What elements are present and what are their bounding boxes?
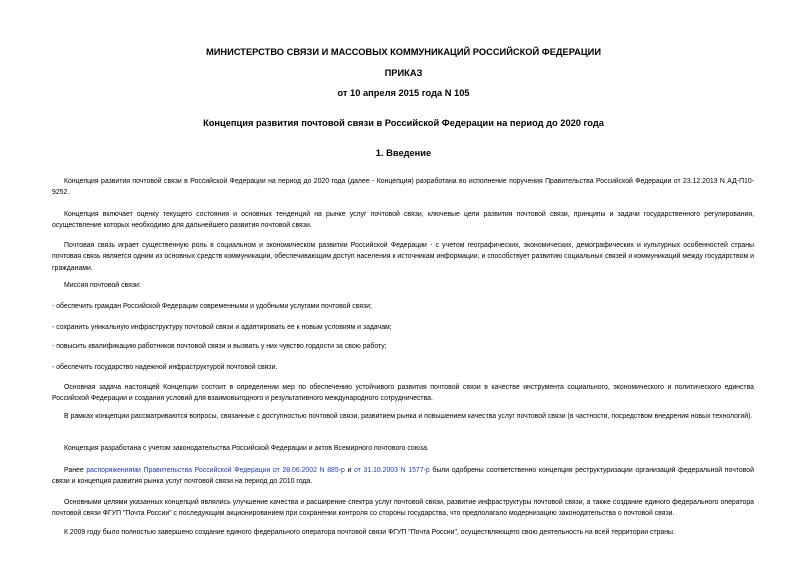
decree-link-2002[interactable]: распоряжениями Правительства Российской Федерации от 28.06.2002 N 885-р [86, 467, 345, 474]
paragraph-6: Концепция разработана с учетом законодательства Российской Федерации и актов Всемирного почтового союза. [64, 445, 429, 452]
paragraph-7-text-end: были одобрены соответственно концепция реструктуризации организаций федеральной почтовой связи и концепция развития рынка услуг почтовой связи на период до 2010 года. [52, 467, 754, 486]
decree-link-2003[interactable]: от 31.10.2003 N 1577-р [354, 467, 430, 474]
paragraph-3: Почтовая связь играет существенную роль в социальном и экономическом развитии Российской Федерации - с учетом географических, экономических, демографических и культурных особенностей страны почтовая связь является одним из основных средств коммуникации, обеспечивающим доступ населения к источникам информации, и способствует развитию социальных связей и коммуникаций между государством и гражданами. [52, 242, 754, 272]
date-number-heading: от 10 апреля 2015 года N 105 [337, 88, 470, 98]
paragraph-7-text-start: Ранее [64, 467, 87, 474]
ministry-heading: МИНИСТЕРСТВО СВЯЗИ И МАССОВЫХ КОММУНИКАЦИЙ РОССИЙСКОЙ ФЕДЕРАЦИИ [206, 47, 601, 57]
paragraph-2: Концепция включает оценку текущего состояния и основных тенденций на рынке услуг почтовой связи, ключевые цели развития почтовой связи, принципы и задачи государственного регулирования, осуществление которых необходимо для дальнейшего развития почтовой связи. [52, 211, 754, 230]
paragraph-4: Основная задача настоящей Концепции состоит в определении мер по обеспечению устойчивого развития почтовой связи в качестве инструмента социального, экономического и политического единства Российской Федерации и создания условий для взаимовыгодного и результативного международного сотрудничества. [52, 384, 754, 403]
section-heading: 1. Введение [375, 148, 432, 158]
mission-item: - обеспечить государство надежной инфраструктурой почтовой связи. [52, 364, 278, 371]
doc-type-heading: ПРИКАЗ [384, 68, 423, 78]
paragraph-5: В рамках концепции рассматриваются вопросы, связанные с доступностью почтовой связи, развитием рынка и повышением качества услуг почтовой связи (в частности, посредством внедрения новых технологий). [64, 413, 753, 420]
mission-item: - обеспечить граждан Российской Федерации современными и удобными услугами почтовой связи; [52, 303, 372, 310]
mission-item: - повысить квалификацию работников почтовой связи и вызвать у них чувство гордости за свою работу; [52, 343, 387, 350]
paragraph-7-text-mid: и [344, 467, 354, 474]
paragraph-8: Основными целями указанных концепций являлись улучшение качества и расширение спектра услуг почтовой связи, развитие инфраструктуры почтовой связи, а также создание единого федерального оператора почтовой связи ФГУП "Почта России" с последующим акционированием при сохранении контроля со стороны государства, что предполагало модернизацию законодательства о почтовой связи. [52, 499, 754, 518]
paragraph-1: Концепция развития почтовой связи в Российской Федерации на период до 2020 года (далее - Концепция) разработана во исполнение поручения Правительства Российской Федерации от 23.12.2013 N АД-П10-9252. [52, 178, 754, 197]
document-title: Концепция развития почтовой связи в Российской Федерации на период до 2020 года [203, 118, 604, 128]
paragraph-9: К 2009 году было полностью завершено создание единого федерального оператора почтовой связи ФГУП "Почта России", осуществляющего свою деятельность на всей территории страны. [64, 529, 675, 536]
paragraph-7 [52, 465, 754, 488]
mission-item: - сохранить уникальную инфраструктуру почтовой связи и адаптировать ее к новым условиям и задачам; [52, 324, 392, 331]
mission-heading: Миссия почтовой связи: [64, 282, 141, 289]
